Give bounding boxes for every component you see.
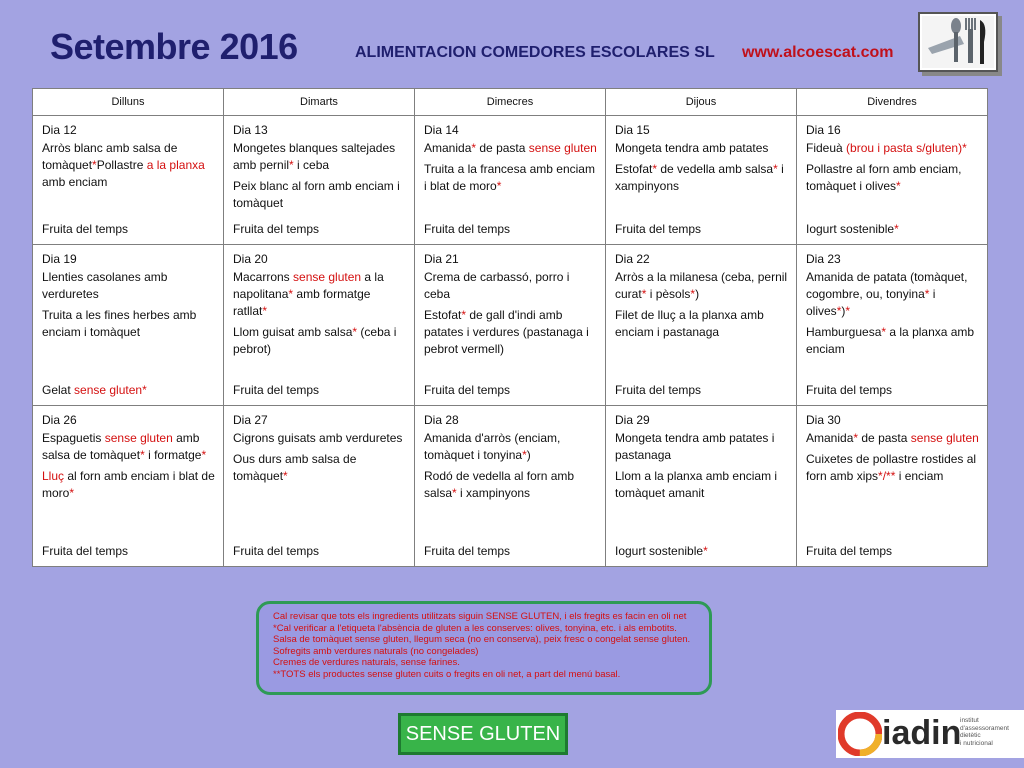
iadin-subtitle-line: d'assessorament <box>960 724 1009 732</box>
dish-text: * <box>352 325 358 339</box>
dish-text: * <box>845 304 851 318</box>
day-label: Dia 27 <box>233 413 268 427</box>
day-label: Dia 28 <box>424 413 459 427</box>
dish-text: a la napolitana <box>233 270 384 301</box>
dish-text: a la planxa <box>146 158 205 172</box>
dish-text: Fruita del temps <box>806 383 893 397</box>
dish-text: * <box>471 141 477 155</box>
dish-item <box>806 451 979 485</box>
col-header-dijous: Dijous <box>606 89 797 116</box>
dish-item <box>233 269 406 320</box>
note-line: Cal revisar que tots els ingredients utilitzats siguin SENSE GLUTEN, i els fregits es facin en oli net <box>273 611 687 622</box>
dish-text: Fruita del temps <box>615 222 702 236</box>
note-line: Sofregits amb verdures naturals (no congelades) <box>273 645 479 657</box>
dish-text: amb formatge ratllat <box>233 287 371 318</box>
dish-text: i ceba <box>293 158 330 172</box>
dish-text: Fruita del temps <box>615 383 702 397</box>
dish-text: Mongeta tendra amb patates <box>615 141 769 155</box>
dish-text: sense gluten <box>293 270 362 284</box>
dish-text: i formatge <box>144 448 202 462</box>
dish-text: de gall d'indi amb patates i verdures (pastanaga i pebrot vermell) <box>424 308 589 356</box>
dish-text: Fruita del temps <box>42 222 129 236</box>
dish-text: Gelat <box>42 383 75 397</box>
dish-text: * <box>140 448 145 462</box>
menu-cell-dijous <box>606 245 797 406</box>
table-row <box>33 406 988 567</box>
dish-text: Amanida de patata (tomàquet, cogombre, ou, tonyina <box>806 270 968 301</box>
dish-text: Truita a la francesa amb enciam i blat de moro <box>424 162 595 193</box>
dish-text: Arròs blanc amb salsa de tomàquet <box>42 141 178 172</box>
note-line: Cremes de verdures naturals, sense farines. <box>273 657 460 669</box>
dish-text: i xampinyons <box>615 162 784 193</box>
dish-item <box>424 140 597 157</box>
dish-text: * <box>690 287 696 301</box>
dish-text: * <box>853 431 859 445</box>
dish-text: Iogurt sostenible <box>615 544 704 558</box>
dish-item <box>615 468 788 502</box>
dish-text: sense gluten <box>528 141 597 155</box>
dish-item <box>424 307 597 358</box>
dish-text: Fruita del temps <box>424 383 511 397</box>
dish-text: sense gluten <box>74 383 143 397</box>
day-label: Dia 20 <box>233 252 268 266</box>
dish-text: * <box>924 287 930 301</box>
dish-text: (brou i pasta s/gluten)* <box>846 141 967 155</box>
dish-item <box>424 468 597 502</box>
dish-text: ) <box>695 287 700 301</box>
dish-item <box>806 430 979 447</box>
dish-text: * <box>896 179 901 193</box>
dish-item <box>42 468 215 502</box>
dessert-item <box>233 221 406 238</box>
dessert-item <box>42 543 215 560</box>
dish-text: Estofat <box>615 162 653 176</box>
dish-text: Iogurt sostenible <box>806 222 895 236</box>
dish-item <box>806 161 979 195</box>
dish-text: sense gluten <box>104 431 173 445</box>
dessert-item <box>615 382 788 399</box>
day-label: Dia 29 <box>615 413 650 427</box>
dessert-item <box>806 543 979 560</box>
dish-text: de vedella amb salsa <box>657 162 774 176</box>
dish-item <box>233 178 406 212</box>
dessert-item <box>42 382 215 399</box>
table-row <box>33 245 988 406</box>
iadin-logo <box>836 710 1024 758</box>
dish-text: Fruita del temps <box>233 222 320 236</box>
dish-text: Fruita del temps <box>424 544 511 558</box>
dish-text: Pollastre al forn amb enciam, tomàquet i olives <box>806 162 962 193</box>
dish-item <box>424 161 597 195</box>
dessert-item <box>806 382 979 399</box>
dish-text: Llom a la planxa amb enciam i tomàquet amanit <box>615 469 778 500</box>
iadin-subtitle-line: institut <box>960 717 979 724</box>
day-label: Dia 16 <box>806 123 841 137</box>
dish-text: * <box>703 544 708 558</box>
menu-cell-divendres <box>797 245 988 406</box>
dish-text: Fruita del temps <box>806 544 893 558</box>
dish-text: Espaguetis <box>42 431 105 445</box>
dish-text: i olives <box>806 287 936 318</box>
dish-text: Rodó de vedella al forn amb salsa <box>424 469 575 500</box>
col-header-dilluns: Dilluns <box>33 89 224 116</box>
dessert-item <box>615 543 788 560</box>
dish-text: Truita a les fines herbes amb enciam i tomàquet <box>42 308 197 339</box>
dish-text: Arròs a la milanesa (ceba, pernil curat <box>615 270 788 301</box>
dessert-item <box>424 382 597 399</box>
iadin-subtitle-line: i nutricional <box>960 739 993 747</box>
day-label: Dia 22 <box>615 252 650 266</box>
menu-cell-dimarts <box>224 116 415 245</box>
dish-text: Fruita del temps <box>424 222 511 236</box>
menu-cell-dimarts <box>224 245 415 406</box>
menu-cell-dimarts <box>224 406 415 567</box>
dish-text: Peix blanc al forn amb enciam i tomàquet <box>233 179 400 210</box>
dish-text: * <box>836 304 842 318</box>
day-label: Dia 26 <box>42 413 77 427</box>
day-label: Dia 12 <box>42 123 77 137</box>
iadin-subtitle-line: dietètic <box>960 732 981 739</box>
dish-text: Filet de lluç a la planxa amb enciam i pastanaga <box>615 308 764 339</box>
dish-item <box>42 140 215 191</box>
dish-text: * <box>283 469 288 483</box>
dish-text: Mongetes blanques saltejades amb pernil <box>233 141 396 172</box>
dish-text: ) <box>526 448 531 462</box>
dish-text: i enciam <box>895 469 944 483</box>
dish-text: * <box>522 448 527 462</box>
menu-table <box>32 88 988 567</box>
dish-text: Fideuà <box>806 141 847 155</box>
day-label: Dia 19 <box>42 252 77 266</box>
sense-gluten-badge: SENSE GLUTEN <box>398 713 568 755</box>
dish-text: amb enciam <box>42 175 108 189</box>
dish-text: Cuixetes de pollastre rostides al forn amb xips <box>806 452 977 483</box>
dish-item <box>615 161 788 195</box>
dish-item <box>615 430 788 464</box>
dish-item <box>233 324 406 358</box>
website-link[interactable]: www.alcoescat.com <box>742 44 894 61</box>
dessert-item <box>233 543 406 560</box>
col-header-dimecres: Dimecres <box>415 89 606 116</box>
dish-item <box>42 269 215 303</box>
dish-text: Lluç <box>42 469 65 483</box>
dish-item <box>424 430 597 464</box>
dish-text: ) <box>841 304 846 318</box>
dish-text: sense gluten <box>910 431 979 445</box>
cutlery-icon <box>918 12 998 72</box>
menu-cell-divendres <box>797 406 988 567</box>
dish-text: * <box>773 162 778 176</box>
day-label: Dia 13 <box>233 123 268 137</box>
company-name: ALIMENTACION COMEDORES ESCOLARES SL <box>355 44 715 61</box>
dish-text: * <box>452 486 457 500</box>
dish-item <box>615 269 788 303</box>
dish-text: Fruita del temps <box>42 544 129 558</box>
col-header-dimarts: Dimarts <box>224 89 415 116</box>
dish-text: * <box>92 158 97 172</box>
day-label: Dia 15 <box>615 123 650 137</box>
dish-text: * <box>652 162 658 176</box>
day-label: Dia 21 <box>424 252 459 266</box>
dish-text: * <box>496 179 502 193</box>
iadin-logo-icon <box>838 712 882 756</box>
dish-text: Crema de carbassó, porro i ceba <box>424 270 570 301</box>
dish-text: amb salsa de tomàquet <box>42 431 200 462</box>
dish-text: i pèsols <box>646 287 691 301</box>
gluten-notes-box <box>256 601 712 695</box>
dish-text: i xampinyons <box>456 486 531 500</box>
dessert-item <box>424 543 597 560</box>
dish-item <box>42 307 215 341</box>
dish-text: Macarrons <box>233 270 294 284</box>
dish-text: * <box>288 287 294 301</box>
menu-cell-dilluns <box>33 116 224 245</box>
dish-text: Cigrons guisats amb verduretes <box>233 431 403 445</box>
day-label: Dia 23 <box>806 252 841 266</box>
menu-cell-dimecres <box>415 245 606 406</box>
dish-text: * <box>142 383 147 397</box>
dish-item <box>806 140 979 157</box>
dish-text: (ceba i pebrot) <box>233 325 397 356</box>
dish-text: Fruita del temps <box>233 383 320 397</box>
table-row <box>33 116 988 245</box>
menu-cell-dimecres <box>415 406 606 567</box>
dessert-item <box>42 221 215 238</box>
dish-item <box>615 307 788 341</box>
dish-text: * <box>881 325 887 339</box>
dish-item <box>233 430 406 447</box>
dish-text: Amanida <box>424 141 472 155</box>
dish-item <box>233 140 406 174</box>
dessert-item <box>424 221 597 238</box>
note-line: *Cal verificar a l'etiqueta l'absència de gluten a les conserves: olives, tonyina, etc. i als embotits. <box>273 622 677 634</box>
dish-text: de pasta <box>476 141 529 155</box>
dessert-item <box>615 221 788 238</box>
dish-text: al forn amb enciam i blat de moro <box>42 469 215 500</box>
menu-cell-dilluns <box>33 406 224 567</box>
dish-text: * <box>262 304 268 318</box>
dish-text: */** <box>878 469 896 483</box>
note-line: **TOTS els productes sense gluten cuits o fregits en oli net, a part del menú basal. <box>273 668 621 680</box>
dessert-item <box>233 382 406 399</box>
dish-text: * <box>289 158 294 172</box>
dish-text: Fruita del temps <box>233 544 320 558</box>
menu-cell-dijous <box>606 406 797 567</box>
dish-text: * <box>641 287 647 301</box>
iadin-wordmark: iadin <box>882 714 962 752</box>
dish-text: * <box>894 222 899 236</box>
dessert-item <box>806 221 979 238</box>
dish-text: Amanida d'arròs (enciam, tomàquet i tonyina <box>424 431 561 462</box>
dish-item <box>806 324 979 358</box>
dish-text: Pollastre <box>96 158 147 172</box>
dish-text: Mongeta tendra amb patates i pastanaga <box>615 431 775 462</box>
page-title: Setembre 2016 <box>50 26 298 67</box>
dish-text: Estofat <box>424 308 462 322</box>
dish-text: Amanida <box>806 431 854 445</box>
dish-text: Ous durs amb salsa de tomàquet <box>233 452 357 483</box>
dish-text: de pasta <box>858 431 911 445</box>
dish-item <box>615 140 788 157</box>
dish-text: Hamburguesa <box>806 325 882 339</box>
menu-cell-dilluns <box>33 245 224 406</box>
menu-cell-divendres <box>797 116 988 245</box>
dish-text: a la planxa amb enciam <box>806 325 975 356</box>
dish-text: Llenties casolanes amb verduretes <box>42 270 168 301</box>
dish-text: * <box>461 308 467 322</box>
dish-item <box>42 430 215 464</box>
iadin-subtitle <box>960 717 1009 747</box>
dish-item <box>424 269 597 303</box>
table-header-row <box>33 89 988 116</box>
day-label: Dia 14 <box>424 123 459 137</box>
day-label: Dia 30 <box>806 413 841 427</box>
menu-cell-dijous <box>606 116 797 245</box>
dish-item <box>806 269 979 320</box>
dish-text: * <box>69 486 75 500</box>
dish-item <box>233 451 406 485</box>
dish-text: * <box>201 448 207 462</box>
note-line: Salsa de tomàquet sense gluten, llegum seca (no en conserva), peix fresc o congelat sense gluten. <box>273 634 691 646</box>
col-header-divendres: Divendres <box>797 89 988 116</box>
dish-text: Llom guisat amb salsa <box>233 325 353 339</box>
menu-cell-dimecres <box>415 116 606 245</box>
